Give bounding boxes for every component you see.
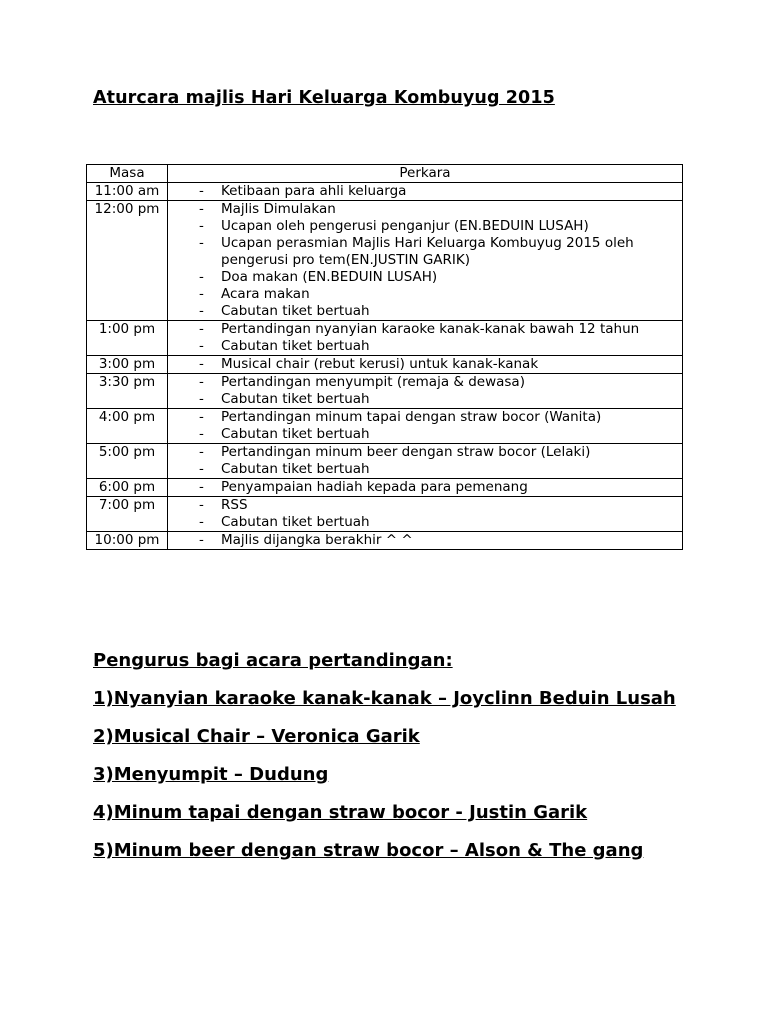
time-cell: 7:00 pm	[87, 497, 168, 532]
dash-bullet: -	[199, 183, 204, 199]
table-row	[87, 444, 683, 479]
activity-text: Majlis dijangka berakhir ^ ^	[221, 532, 413, 548]
table-row	[87, 321, 683, 356]
time-cell: 3:30 pm	[87, 374, 168, 409]
table-row	[87, 479, 683, 497]
activity-cell	[168, 444, 683, 479]
organizer-item	[93, 838, 693, 864]
activity-item	[168, 497, 682, 514]
activity-item	[168, 183, 682, 200]
activity-item	[168, 218, 682, 235]
organizer-item	[93, 762, 693, 788]
dash-bullet: -	[199, 218, 204, 234]
activity-item	[168, 356, 682, 373]
activity-text: Ucapan oleh pengerusi penganjur (EN.BEDUIN LUSAH)	[221, 218, 589, 234]
organizer-item	[93, 724, 693, 750]
activity-list	[168, 409, 682, 443]
time-cell: 6:00 pm	[87, 479, 168, 497]
activity-list	[168, 374, 682, 408]
activity-item	[168, 303, 682, 320]
dash-bullet: -	[199, 461, 204, 477]
activity-list	[168, 183, 682, 200]
activity-text: Musical chair (rebut kerusi) untuk kanak-kanak	[221, 356, 539, 372]
activity-item	[168, 444, 682, 461]
dash-bullet: -	[199, 444, 204, 460]
activity-text: RSS	[221, 497, 248, 513]
header-masa: Masa	[87, 165, 168, 183]
table-row	[87, 497, 683, 532]
activity-text: Doa makan (EN.BEDUIN LUSAH)	[221, 269, 438, 285]
activity-item	[168, 479, 682, 496]
activity-text: Majlis Dimulakan	[221, 201, 336, 217]
table-row	[87, 532, 683, 550]
activity-list	[168, 497, 682, 531]
dash-bullet: -	[199, 409, 204, 425]
activity-text: Cabutan tiket bertuah	[221, 391, 370, 407]
activity-item	[168, 201, 682, 218]
activity-list	[168, 479, 682, 496]
organizer-item	[93, 800, 693, 826]
dash-bullet: -	[199, 374, 204, 390]
activity-item	[168, 409, 682, 426]
activity-text: Cabutan tiket bertuah	[221, 303, 370, 319]
activity-text: Ucapan perasmian Majlis Hari Keluarga Kombuyug 2015 oleh pengerusi pro tem(EN.JUSTIN GARIK)	[221, 235, 634, 268]
activity-item	[168, 338, 682, 355]
dash-bullet: -	[199, 497, 204, 513]
activity-text: Pertandingan minum beer dengan straw bocor (Lelaki)	[221, 444, 591, 460]
dash-bullet: -	[199, 286, 204, 302]
activity-item	[168, 391, 682, 408]
activity-text: Penyampaian hadiah kepada para pemenang	[221, 479, 528, 495]
activity-item	[168, 374, 682, 391]
activity-cell	[168, 497, 683, 532]
table-row	[87, 201, 683, 321]
schedule-body	[87, 183, 683, 550]
dash-bullet: -	[199, 235, 204, 251]
dash-bullet: -	[199, 303, 204, 319]
activity-list	[168, 321, 682, 355]
activity-text: Ketibaan para ahli keluarga	[221, 183, 407, 199]
activity-item	[168, 286, 682, 303]
activity-item	[168, 321, 682, 338]
organizer-item	[93, 686, 693, 712]
dash-bullet: -	[199, 321, 204, 337]
organizers-heading: Pengurus bagi acara pertandingan:	[93, 650, 453, 671]
dash-bullet: -	[199, 269, 204, 285]
dash-bullet: -	[199, 532, 204, 548]
activity-cell	[168, 321, 683, 356]
time-cell: 1:00 pm	[87, 321, 168, 356]
activity-cell	[168, 356, 683, 374]
table-header-row	[87, 165, 683, 183]
activity-text: Pertandingan minum tapai dengan straw bocor (Wanita)	[221, 409, 602, 425]
schedule-table	[86, 164, 683, 550]
dash-bullet: -	[199, 201, 204, 217]
activity-list	[168, 444, 682, 478]
activity-list	[168, 201, 682, 320]
table-row	[87, 409, 683, 444]
activity-text: Cabutan tiket bertuah	[221, 426, 370, 442]
activity-cell	[168, 532, 683, 550]
activity-item	[168, 514, 682, 531]
time-cell: 10:00 pm	[87, 532, 168, 550]
organizer-text: 4)Minum tapai dengan straw bocor - Justin Garik	[93, 802, 588, 823]
table-row	[87, 356, 683, 374]
organizer-text: 1)Nyanyian karaoke kanak-kanak – Joyclinn Beduin Lusah	[93, 688, 676, 709]
table-row	[87, 374, 683, 409]
activity-text: Pertandingan nyanyian karaoke kanak-kanak bawah 12 tahun	[221, 321, 640, 337]
activity-text: Pertandingan menyumpit (remaja & dewasa)	[221, 374, 525, 390]
activity-item	[168, 269, 682, 286]
activity-cell	[168, 409, 683, 444]
dash-bullet: -	[199, 514, 204, 530]
activity-list	[168, 356, 682, 373]
activity-cell	[168, 374, 683, 409]
organizer-text: 3)Menyumpit – Dudung	[93, 764, 329, 785]
organizers-section	[93, 648, 693, 876]
activity-cell	[168, 183, 683, 201]
organizer-text: 2)Musical Chair – Veronica Garik	[93, 726, 420, 747]
organizer-text: 5)Minum beer dengan straw bocor – Alson & The gang	[93, 840, 644, 861]
dash-bullet: -	[199, 338, 204, 354]
header-perkara: Perkara	[168, 165, 683, 183]
activity-text: Cabutan tiket bertuah	[221, 338, 370, 354]
dash-bullet: -	[199, 356, 204, 372]
time-cell: 12:00 pm	[87, 201, 168, 321]
document-title: Aturcara majlis Hari Keluarga Kombuyug 2015	[93, 88, 555, 108]
dash-bullet: -	[199, 426, 204, 442]
time-cell: 5:00 pm	[87, 444, 168, 479]
activity-list	[168, 532, 682, 549]
time-cell: 3:00 pm	[87, 356, 168, 374]
activity-text: Cabutan tiket bertuah	[221, 461, 370, 477]
activity-cell	[168, 201, 683, 321]
activity-item	[168, 426, 682, 443]
dash-bullet: -	[199, 391, 204, 407]
activity-item	[168, 461, 682, 478]
organizer-list	[93, 686, 693, 864]
time-cell: 4:00 pm	[87, 409, 168, 444]
activity-item	[168, 532, 682, 549]
activity-item	[168, 235, 682, 269]
activity-text: Acara makan	[221, 286, 310, 302]
activity-cell	[168, 479, 683, 497]
activity-text: Cabutan tiket bertuah	[221, 514, 370, 530]
dash-bullet: -	[199, 479, 204, 495]
time-cell: 11:00 am	[87, 183, 168, 201]
table-row	[87, 183, 683, 201]
